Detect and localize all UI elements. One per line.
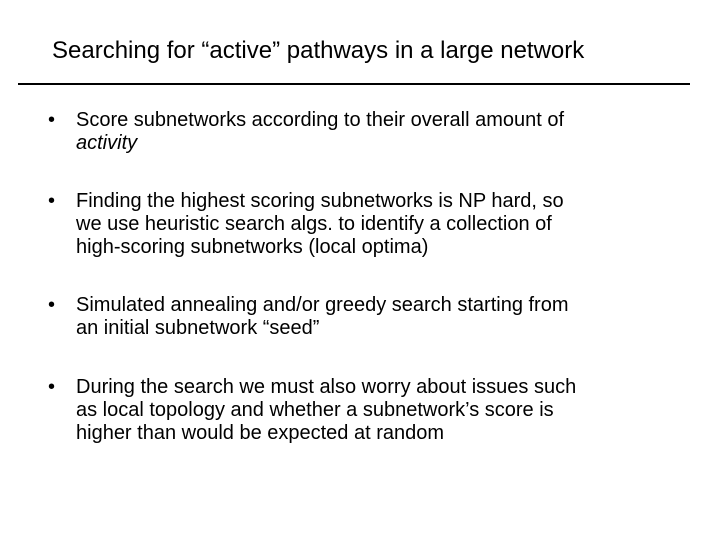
bullet-item bbox=[48, 109, 698, 155]
bullet-list bbox=[48, 109, 698, 445]
bullet-item bbox=[48, 190, 698, 259]
bullet-text-line: an initial subnetwork “seed” bbox=[76, 317, 320, 339]
bullet-text-line-emphasis: activity bbox=[76, 132, 138, 154]
bullet-marker: • bbox=[48, 109, 56, 131]
bullet-marker: • bbox=[48, 376, 56, 398]
bullet-text-line: Finding the highest scoring subnetworks is NP hard, so bbox=[76, 190, 564, 212]
bullet-item bbox=[48, 376, 698, 445]
bullet-text-line: higher than would be expected at random bbox=[76, 422, 445, 444]
bullet-text-line: high-scoring subnetworks (local optima) bbox=[76, 236, 429, 258]
bullet-text-line: Simulated annealing and/or greedy search starting from bbox=[76, 294, 569, 316]
bullet-text-line: During the search we must also worry about issues such bbox=[76, 376, 577, 398]
slide-title: Searching for “active” pathways in a large network bbox=[52, 37, 585, 64]
bullet-marker: • bbox=[48, 190, 56, 212]
bullet-text-line: we use heuristic search algs. to identify a collection of bbox=[76, 213, 552, 235]
title-divider bbox=[18, 83, 690, 85]
bullet-text-line: as local topology and whether a subnetwork’s score is bbox=[76, 399, 554, 421]
bullet-marker: • bbox=[48, 294, 56, 316]
bullet-item bbox=[48, 294, 698, 340]
bullet-text-line: Score subnetworks according to their overall amount of bbox=[76, 109, 565, 131]
